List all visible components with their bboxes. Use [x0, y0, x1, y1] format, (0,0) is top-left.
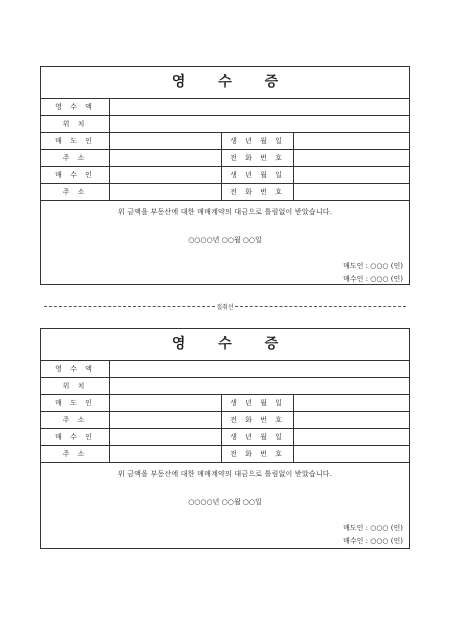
seller-row	[41, 133, 409, 150]
seller-address-label: 주 소	[41, 412, 110, 428]
seller-address-row	[41, 150, 409, 167]
amount-value-field[interactable]	[110, 99, 409, 115]
buyer-address-field[interactable]	[110, 184, 222, 200]
seller-address-row	[41, 412, 409, 429]
location-row	[41, 378, 409, 395]
receipt-top	[40, 66, 410, 285]
location-value-field[interactable]	[110, 378, 409, 394]
cut-line	[44, 301, 406, 311]
location-label: 위 치	[41, 378, 110, 394]
cut-line-dash-right	[235, 306, 406, 307]
amount-row	[41, 361, 409, 378]
receipt-statement: 위 금액을 부동산에 대한 매매계약의 대금으로 틀림없이 받았습니다.	[117, 208, 333, 216]
seller-name-field[interactable]	[110, 133, 222, 149]
amount-label: 영 수 액	[41, 361, 110, 377]
receipt-date: ○○○○년 ○○월 ○○일	[188, 498, 262, 506]
cut-line-label: 절취선	[216, 303, 234, 311]
buyer-address-label: 주 소	[41, 184, 110, 200]
seller-phone-field[interactable]	[294, 150, 409, 166]
buyer-signature: 매수인 : ○○○ (인)	[343, 275, 403, 283]
buyer-phone-label: 전 화 번 호	[222, 446, 294, 462]
buyer-phone-field[interactable]	[294, 184, 409, 200]
buyer-label: 매 수 인	[41, 167, 110, 183]
amount-value-field[interactable]	[110, 361, 409, 377]
amount-label: 영 수 액	[41, 99, 110, 115]
buyer-address-row	[41, 184, 409, 201]
location-label: 위 치	[41, 116, 110, 132]
receipt-title: 영 수 증	[41, 67, 409, 99]
buyer-birthdate-label: 생 년 월 일	[222, 167, 294, 183]
buyer-birthdate-label: 생 년 월 일	[222, 429, 294, 445]
seller-label: 매 도 인	[41, 133, 110, 149]
buyer-row	[41, 167, 409, 184]
seller-label: 매 도 인	[41, 395, 110, 411]
seller-phone-label: 전 화 번 호	[222, 150, 294, 166]
buyer-name-field[interactable]	[110, 429, 222, 445]
location-value-field[interactable]	[110, 116, 409, 132]
buyer-label: 매 수 인	[41, 429, 110, 445]
seller-birthdate-label: 생 년 월 일	[222, 133, 294, 149]
location-row	[41, 116, 409, 133]
seller-signature: 매도인 : ○○○ (인)	[343, 262, 403, 270]
seller-address-field[interactable]	[110, 412, 222, 428]
receipt-date: ○○○○년 ○○월 ○○일	[188, 236, 262, 244]
seller-birthdate-label: 생 년 월 일	[222, 395, 294, 411]
buyer-address-field[interactable]	[110, 446, 222, 462]
seller-birthdate-field[interactable]	[294, 395, 409, 411]
seller-row	[41, 395, 409, 412]
seller-name-field[interactable]	[110, 395, 222, 411]
seller-address-field[interactable]	[110, 150, 222, 166]
seller-phone-field[interactable]	[294, 412, 409, 428]
seller-signature: 매도인 : ○○○ (인)	[343, 524, 403, 532]
receipt-title: 영 수 증	[41, 329, 409, 361]
buyer-phone-field[interactable]	[294, 446, 409, 462]
seller-phone-label: 전 화 번 호	[222, 412, 294, 428]
buyer-address-label: 주 소	[41, 446, 110, 462]
buyer-row	[41, 429, 409, 446]
seller-birthdate-field[interactable]	[294, 133, 409, 149]
cut-line-dash-left	[44, 306, 215, 307]
receipt-statement: 위 금액을 부동산에 대한 매매계약의 대금으로 틀림없이 받았습니다.	[117, 470, 333, 478]
receipt-bottom	[40, 328, 410, 549]
seller-address-label: 주 소	[41, 150, 110, 166]
buyer-birthdate-field[interactable]	[294, 167, 409, 183]
amount-row	[41, 99, 409, 116]
buyer-name-field[interactable]	[110, 167, 222, 183]
buyer-phone-label: 전 화 번 호	[222, 184, 294, 200]
buyer-birthdate-field[interactable]	[294, 429, 409, 445]
buyer-signature: 매수인 : ○○○ (인)	[343, 537, 403, 545]
buyer-address-row	[41, 446, 409, 463]
